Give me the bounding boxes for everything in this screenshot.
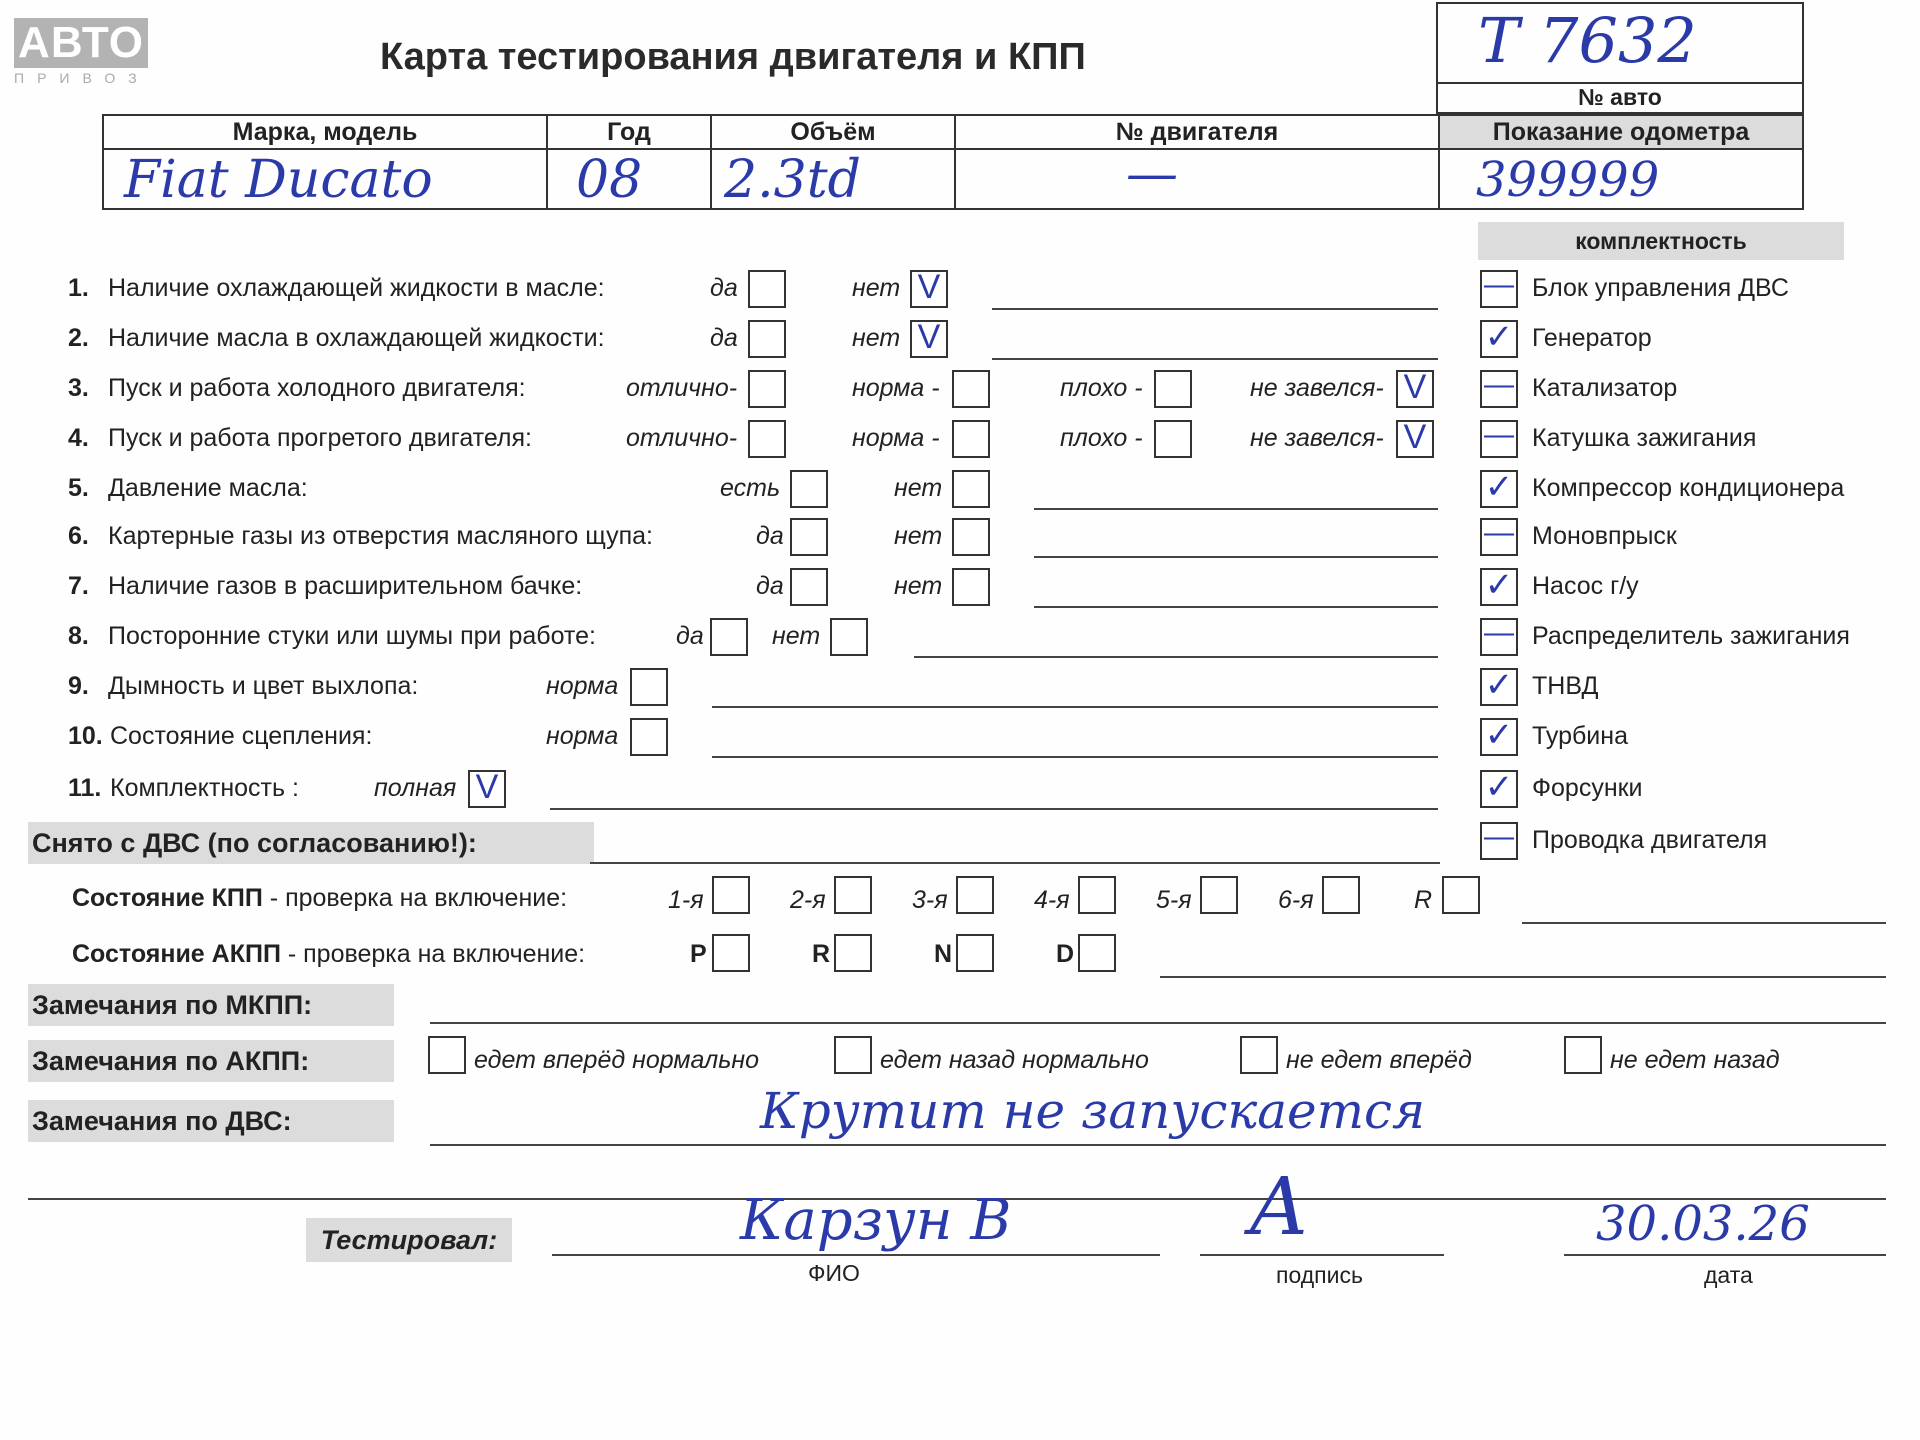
q7-yes-checkbox[interactable] [790,568,828,606]
logo-subtitle: ПРИВОЗ [14,70,150,86]
component-4-checkbox-mark: — [1484,418,1514,451]
akpp-remark-1-label: едет вперёд нормально [474,1046,760,1074]
q4-excellent-checkbox[interactable] [748,420,786,458]
q3-bad-label: плохо - [1060,374,1143,402]
q8-no-checkbox[interactable] [830,618,868,656]
kpp-gear-1-checkbox[interactable] [712,876,750,914]
akpp-remark-1-checkbox[interactable] [428,1036,466,1074]
component-2-label: Генератор [1532,324,1652,352]
q4-normal-label: норма - [852,424,940,452]
q2-yes-checkbox[interactable] [748,320,786,358]
q3-not-started-label: не завелся- [1250,374,1384,402]
akpp-remark-4-checkbox[interactable] [1564,1036,1602,1074]
akpp-mode-3-checkbox[interactable] [956,934,994,972]
akpp-mode-2-label: R [812,940,831,968]
brand-header: Марка, модель [104,116,548,148]
component-8-checkbox-mark: — [1484,616,1514,649]
q8-yes-checkbox[interactable] [710,618,748,656]
remarks-dvs-line [430,1144,1886,1146]
akpp-mode-3-label: N [934,940,953,968]
component-5-label: Компрессор кондиционера [1532,474,1845,502]
remarks-akpp-label: Замечания по АКПП: [28,1040,394,1082]
kpp-gear-4-checkbox[interactable] [1078,876,1116,914]
page-title: Карта тестирования двигателя и КПП [380,36,1086,78]
akpp-mode-4-checkbox[interactable] [1078,934,1116,972]
kpp-gear-3-checkbox[interactable] [956,876,994,914]
auto-number-box [1436,2,1804,114]
component-6-checkbox-mark: — [1484,516,1514,549]
q7-no-checkbox[interactable] [952,568,990,606]
q1-note-line [992,308,1438,310]
kpp-gear-1-label: 1-я [668,886,704,914]
q3-bad-checkbox[interactable] [1154,370,1192,408]
q5-note-line [1034,508,1438,510]
remarks-mkpp-line [430,1022,1886,1024]
component-10-checkbox-mark: ✓ [1484,716,1514,754]
q5-present-checkbox[interactable] [790,470,828,508]
q11-note-line [550,808,1438,810]
volume-value: 2.3td [724,150,861,210]
question-9-number: 9. [68,672,89,700]
kpp-gear-7-checkbox[interactable] [1442,876,1480,914]
q7-yes-label: да [756,572,784,600]
akpp-mode-4-label: D [1056,940,1075,968]
remarks-mkpp-label: Замечания по МКПП: [28,984,394,1026]
volume-cell [712,148,956,210]
question-6-text: Картерные газы из отверстия масляного щупа: [108,522,653,550]
logo: АВТО [14,18,148,68]
odometer-header: Показание одометра [1440,116,1802,148]
q4-bad-label: плохо - [1060,424,1143,452]
question-1-text: Наличие охлаждающей жидкости в масле: [108,274,605,302]
akpp-remark-2-checkbox[interactable] [834,1036,872,1074]
akpp-remark-3-label: не едет вперёд [1286,1046,1472,1074]
question-10-text: Состояние сцепления: [110,722,373,750]
question-3-text: Пуск и работа холодного двигателя: [108,374,526,402]
kpp-line [1522,922,1886,924]
signature-value: A [1250,1160,1308,1253]
component-3-checkbox-mark: — [1484,368,1514,401]
akpp-remark-4-label: не едет назад [1610,1046,1780,1074]
fio-value: Карзун В [740,1188,1012,1253]
question-7-number: 7. [68,572,89,600]
year-header: Год [548,116,712,148]
signature-label: подпись [1276,1262,1363,1288]
akpp-mode-2-checkbox[interactable] [834,934,872,972]
q3-normal-checkbox[interactable] [952,370,990,408]
fio-label: ФИО [808,1260,860,1286]
signature-line [1200,1254,1444,1256]
q5-present-label: есть [720,474,781,502]
kpp-gear-2-checkbox[interactable] [834,876,872,914]
q1-yes-label: да [710,274,738,302]
question-8-number: 8. [68,622,89,650]
question-11-number: 11. [68,774,102,802]
q9-normal-checkbox[interactable] [630,668,668,706]
question-4-text: Пуск и работа прогретого двигателя: [108,424,532,452]
akpp-remark-3-checkbox[interactable] [1240,1036,1278,1074]
engine-number-header: № двигателя [956,116,1440,148]
component-10-label: Турбина [1532,722,1628,750]
question-8-text: Посторонние стуки или шумы при работе: [108,622,596,650]
auto-number-label: № авто [1578,84,1662,110]
akpp-mode-1-label: P [690,940,707,968]
q8-yes-label: да [676,622,704,650]
component-9-label: ТНВД [1532,672,1599,700]
odometer-cell [1440,148,1802,210]
q5-no-checkbox[interactable] [952,470,990,508]
q11-full-checkbox-mark: V [475,768,499,806]
question-2-number: 2. [68,324,89,352]
q2-no-label: нет [852,324,901,352]
question-5-text: Давление масла: [108,474,308,502]
q2-note-line [992,358,1438,360]
kpp-label: Состояние КПП - проверка на включение: [72,884,568,912]
volume-header: Объём [712,116,956,148]
kpp-gear-4-label: 4-я [1034,886,1070,914]
completeness-header: комплектность [1478,222,1844,260]
q8-no-label: нет [772,622,821,650]
q2-no-checkbox-mark: V [917,318,941,356]
q6-yes-label: да [756,522,784,550]
engine-number-value: — [1126,144,1178,204]
q4-not-started-checkbox-mark: V [1403,418,1427,456]
question-4-number: 4. [68,424,89,452]
component-9-checkbox-mark: ✓ [1484,666,1514,704]
q10-normal-checkbox[interactable] [630,718,668,756]
question-3-number: 3. [68,374,89,402]
date-value: 30.03.26 [1596,1196,1810,1252]
q6-note-line [1034,556,1438,558]
q7-note-line [1034,606,1438,608]
removed-line [590,862,1440,864]
removed-label: Снято с ДВС (по согласованию!): [28,822,594,864]
tested-by-label: Тестировал: [306,1218,512,1262]
remarks-dvs-label: Замечания по ДВС: [28,1100,394,1142]
year-value: 08 [576,150,643,210]
q1-no-label: нет [852,274,901,302]
kpp-gear-6-checkbox[interactable] [1322,876,1360,914]
question-6-number: 6. [68,522,89,550]
date-line [1564,1254,1886,1256]
component-7-label: Насос г/у [1532,572,1639,600]
q6-yes-checkbox[interactable] [790,518,828,556]
q5-no-label: нет [894,474,943,502]
kpp-gear-5-checkbox[interactable] [1200,876,1238,914]
q6-no-label: нет [894,522,943,550]
component-4-label: Катушка зажигания [1532,424,1757,452]
q1-no-checkbox-mark: V [917,268,941,306]
question-7-text: Наличие газов в расширительном бачке: [108,572,583,600]
q3-excellent-checkbox[interactable] [748,370,786,408]
question-1-number: 1. [68,274,89,302]
component-8-label: Распределитель зажигания [1532,622,1850,650]
q11-full-label: полная [374,774,457,802]
brand-cell [104,148,548,210]
component-7-checkbox-mark: ✓ [1484,566,1514,604]
q4-excellent-label: отлично- [626,424,738,452]
kpp-gear-5-label: 5-я [1156,886,1192,914]
question-10-number: 10. [68,722,103,750]
q10-normal-label: норма [546,722,619,750]
q4-bad-checkbox[interactable] [1154,420,1192,458]
vehicle-info-table [102,114,1804,210]
component-12-label: Проводка двигателя [1532,826,1768,854]
akpp-mode-1-checkbox[interactable] [712,934,750,972]
q9-note-line [712,706,1438,708]
component-1-label: Блок управления ДВС [1532,274,1789,302]
q1-yes-checkbox[interactable] [748,270,786,308]
kpp-gear-3-label: 3-я [912,886,948,914]
remarks-dvs-value: Крутит не запускается [760,1082,1426,1140]
component-12-checkbox-mark: — [1484,820,1514,853]
q10-note-line [712,756,1438,758]
question-9-text: Дымность и цвет выхлопа: [108,672,419,700]
q6-no-checkbox[interactable] [952,518,990,556]
brand-value: Fiat Ducato [124,150,433,210]
question-2-text: Наличие масла в охлаждающей жидкости: [108,324,605,352]
q8-note-line [914,656,1438,658]
component-3-label: Катализатор [1532,374,1678,402]
akpp-line [1160,976,1886,978]
q3-normal-label: норма - [852,374,940,402]
odometer-value: 399999 [1476,152,1660,208]
akpp-remark-2-label: едет назад нормально [880,1046,1149,1074]
component-1-checkbox-mark: — [1484,268,1514,301]
kpp-gear-7-label: R [1414,886,1433,914]
fio-line [552,1254,1160,1256]
question-11-text: Комплектность : [110,774,299,802]
component-5-checkbox-mark: ✓ [1484,468,1514,506]
q4-normal-checkbox[interactable] [952,420,990,458]
auto-number-value: T 7632 [1478,4,1697,77]
kpp-gear-6-label: 6-я [1278,886,1314,914]
q7-no-label: нет [894,572,943,600]
kpp-gear-2-label: 2-я [790,886,826,914]
q3-excellent-label: отлично- [626,374,738,402]
year-cell [548,148,712,210]
component-6-label: Моновпрыск [1532,522,1677,550]
question-5-number: 5. [68,474,89,502]
akpp-label: Состояние АКПП - проверка на включение: [72,940,586,968]
date-label: дата [1704,1262,1753,1288]
q4-not-started-label: не завелся- [1250,424,1384,452]
q2-yes-label: да [710,324,738,352]
q9-normal-label: норма [546,672,619,700]
component-11-label: Форсунки [1532,774,1643,802]
component-2-checkbox-mark: ✓ [1484,318,1514,356]
engine-number-cell [956,144,1440,210]
component-11-checkbox-mark: ✓ [1484,768,1514,806]
q3-not-started-checkbox-mark: V [1403,368,1427,406]
